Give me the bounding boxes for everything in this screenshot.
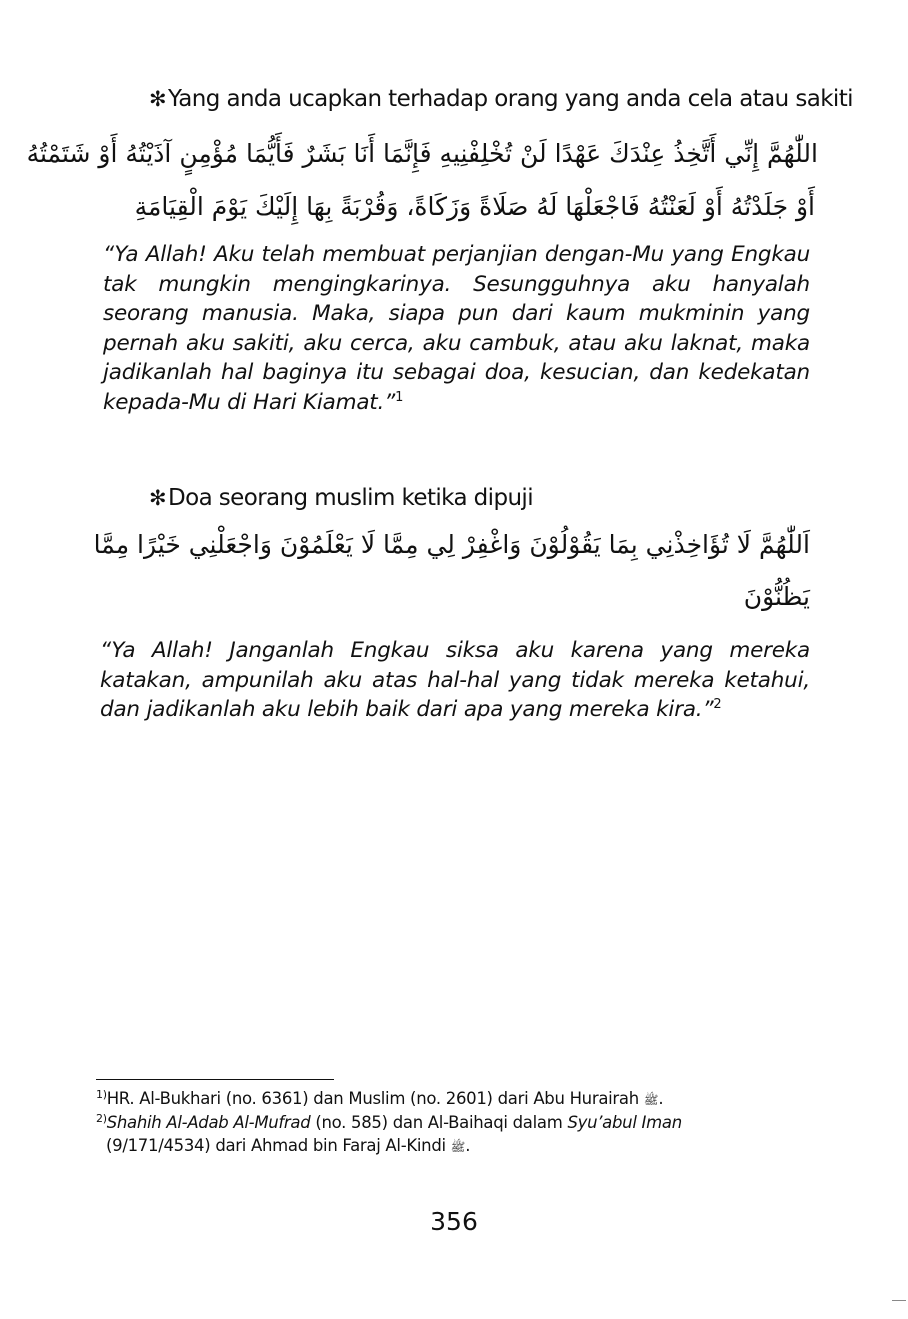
- arabic-prayer-line: يَظُنُّوْنَ: [743, 582, 810, 611]
- translation-text: “Ya Allah! Aku telah membuat perjanjian dengan-Mu yang Engkau tak mungkin mengingkarinya. Sesungguhnya aku hanyalah seorang manusia. Maka, siapa pun dari kaum mukminin yang pernah aku sakiti, aku cerca, aku cambuk, atau aku laknat, maka jadikanlah hal baginya itu sebagai doa, kesucian, dan kedekatan kepada-Mu di Hari Kiamat.”: [103, 242, 810, 415]
- footnote-number: 2): [96, 1112, 107, 1125]
- footnote-number: 1): [96, 1088, 107, 1101]
- page-number: 356: [430, 1207, 478, 1236]
- translation-paragraph-1: [103, 240, 810, 417]
- honorific-icon: ﷺ: [450, 1140, 466, 1154]
- footnote-text: HR. Al-Bukhari (no. 6361) dan Muslim (no. 2601) dari Abu Hurairah: [106, 1089, 639, 1108]
- flower-ornament-icon: ✻: [149, 486, 166, 510]
- footnote-2: [96, 1111, 808, 1159]
- arabic-prayer-line: أَوْ جَلَدْتُهُ أَوْ لَعَنْتُهُ فَاجْعَلْهَا لَهُ صَلَاةً وَزَكَاةً، وَقُرْبَةً بِهَا إِلَيْكَ يَوْمَ الْقِيَامَةِ: [134, 192, 815, 221]
- section-heading-1: [149, 86, 853, 112]
- section-heading-text: Yang anda ucapkan terhadap orang yang anda cela atau sakiti: [168, 86, 853, 112]
- book-title: Syu’abul Iman: [567, 1113, 682, 1132]
- book-title: Shahih Al-Adab Al-Mufrad: [106, 1113, 311, 1132]
- flower-ornament-icon: ✻: [149, 87, 166, 111]
- footnote-1: [96, 1087, 808, 1112]
- footnote-reference: 1: [395, 389, 404, 405]
- honorific-icon: ﷺ: [643, 1093, 659, 1107]
- translation-text: “Ya Allah! Janganlah Engkau siksa aku karena yang mereka katakan, ampunilah aku atas hal-hal yang tidak mereka ketahui, dan jadikanlah aku lebih baik dari apa yang mereka kira.”: [100, 638, 810, 722]
- footnote-end: .: [465, 1136, 471, 1155]
- section-heading-text: Doa seorang muslim ketika dipuji: [168, 485, 534, 511]
- footnote-end: .: [658, 1089, 664, 1108]
- footnote-divider: [96, 1079, 334, 1080]
- scan-edge-mark: [892, 1300, 906, 1301]
- footnote-continuation: [96, 1134, 808, 1159]
- footnote-text: (9/171/4534) dari Ahmad bin Faraj Al-Kindi: [106, 1136, 446, 1155]
- footnote-text: (no. 585) dan Al-Baihaqi dalam: [310, 1113, 568, 1132]
- footnote-reference: 2: [713, 697, 722, 712]
- arabic-prayer-line: اللّٰهُمَّ إِنِّي أَتَّخِذُ عِنْدَكَ عَهْدًا لَنْ تُخْلِفْنِيهِ فَإِنَّمَا أَنَا بَشَرٌ فَأَيُّمَا مُؤْمِنٍ آذَيْتُهُ أَوْ شَتَمْتُهُ: [26, 139, 818, 168]
- arabic-prayer-line: اَللّٰهُمَّ لَا تُؤَاخِذْنِي بِمَا يَقُوْلُوْنَ وَاغْفِرْ لِي مِمَّا لَا يَعْلَمُوْنَ وَاجْعَلْنِي خَيْرًا مِمَّا: [93, 530, 810, 559]
- section-heading-2: [149, 485, 533, 511]
- translation-paragraph-2: [100, 636, 810, 725]
